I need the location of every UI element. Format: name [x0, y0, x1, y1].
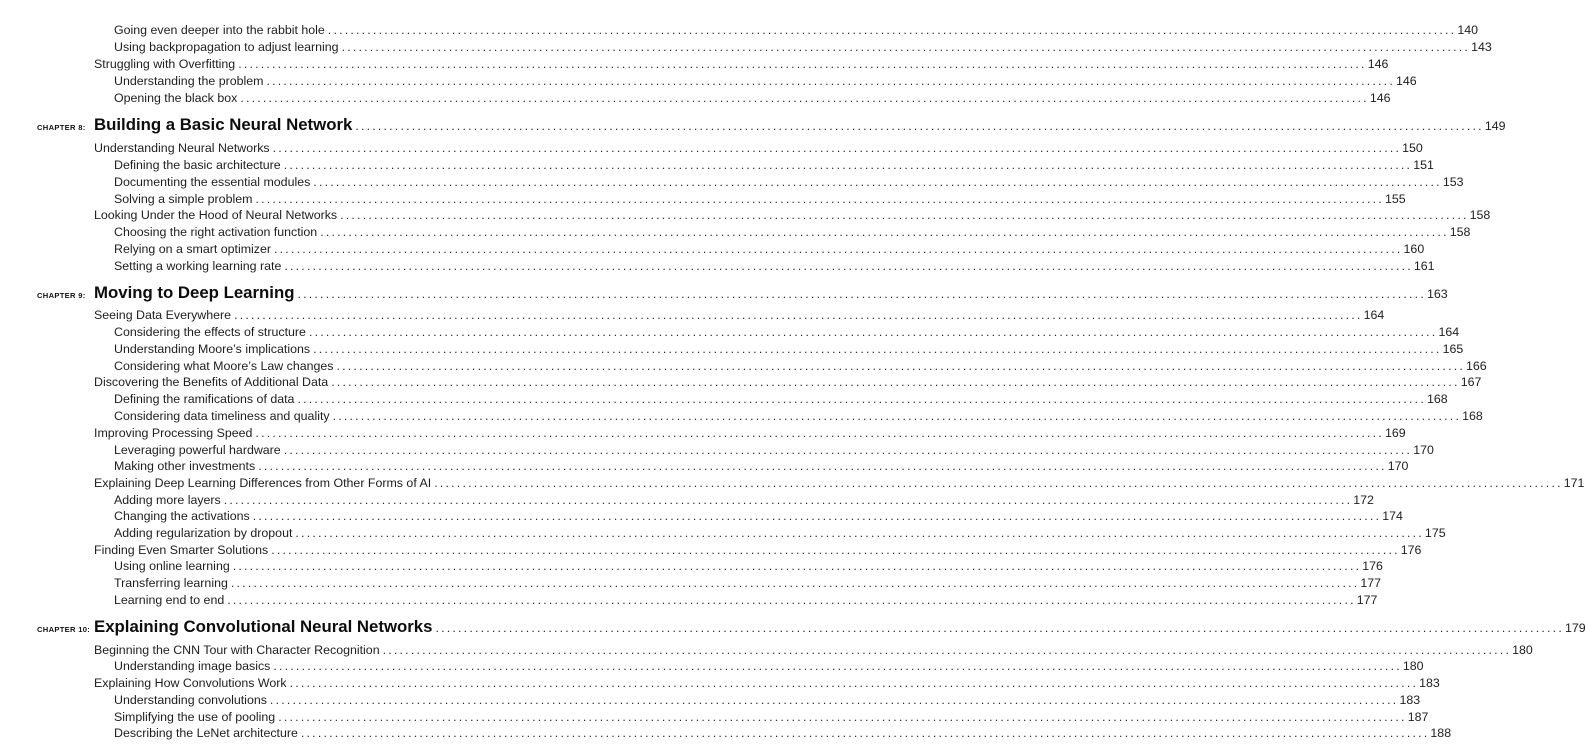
dot-leader: ........................................................................................................................................................................................................	[300, 726, 1430, 740]
entry-page-number: 174	[1382, 509, 1403, 523]
dot-leader: ........................................................................................................................................................................................................	[308, 325, 1438, 339]
entry-page-number: 146	[1367, 57, 1389, 71]
toc-subentry	[114, 725, 1452, 742]
toc-section-entry	[94, 425, 1406, 442]
entry-page-number: 158	[1469, 208, 1491, 222]
entry-title: Leveraging powerful hardware	[114, 443, 281, 457]
dot-leader: ........................................................................................................................................................................................................	[341, 40, 1471, 54]
entry-page-number: 164	[1438, 325, 1460, 339]
entry-title: Simplifying the use of pooling	[114, 710, 276, 724]
entry-page-number: 171	[1563, 476, 1585, 490]
entry-page-number: 161	[1413, 259, 1435, 273]
dot-leader: ........................................................................................................................................................................................................	[234, 308, 1363, 322]
toc-subentry	[114, 508, 1403, 525]
entry-title: Learning end to end	[114, 593, 225, 607]
toc-subentry	[114, 258, 1435, 275]
entry-page-number: 155	[1384, 192, 1406, 206]
toc-section-entry	[94, 374, 1482, 391]
entry-page-number: 177	[1356, 593, 1378, 607]
toc-section-entry	[94, 475, 1585, 492]
entry-title: Discovering the Benefits of Additional Data	[94, 375, 329, 389]
entry-title: Defining the basic architecture	[114, 158, 281, 172]
entry-title: Considering what Moore’s Law changes	[114, 359, 334, 373]
entry-page-number: 150	[1402, 141, 1423, 155]
entry-page-number: 146	[1395, 74, 1417, 88]
entry-page-number: 160	[1403, 242, 1425, 256]
entry-page-number: 183	[1399, 693, 1421, 707]
entry-title: Considering the effects of structure	[114, 325, 306, 339]
entry-title: Solving a simple problem	[114, 192, 253, 206]
dot-leader: ........................................................................................................................................................................................................	[313, 342, 1442, 356]
toc-subentry	[114, 391, 1448, 408]
toc-subentry	[114, 90, 1391, 107]
dot-leader: ........................................................................................................................................................................................................	[269, 693, 1399, 707]
chapter-page-number: 179	[1564, 621, 1586, 635]
entry-title: Relying on a smart optimizer	[114, 242, 272, 256]
entry-page-number: 164	[1363, 308, 1385, 322]
entry-page-number: 188	[1430, 726, 1452, 740]
dot-leader: ........................................................................................................................................................................................................	[283, 443, 1413, 457]
toc-subentry	[114, 39, 1492, 56]
entry-title: Beginning the CNN Tour with Character Recognition	[94, 643, 380, 657]
entry-page-number: 183	[1419, 676, 1440, 690]
entry-page-number: 167	[1460, 375, 1482, 389]
dot-leader: ........................................................................................................................................................................................................	[295, 526, 1424, 540]
dot-leader: ........................................................................................................................................................................................................	[266, 74, 1395, 88]
toc-subentry	[114, 174, 1464, 191]
toc-subentry	[114, 73, 1417, 90]
dot-leader: ........................................................................................................................................................................................................	[252, 509, 1382, 523]
toc-subentry	[114, 224, 1471, 241]
entry-title: Understanding image basics	[114, 659, 271, 673]
entry-page-number: 166	[1466, 359, 1487, 373]
entry-page-number: 175	[1424, 526, 1446, 540]
dot-leader: ........................................................................................................................................................................................................	[327, 23, 1457, 37]
dot-leader: ........................................................................................................................................................................................................	[274, 242, 1403, 256]
chapter-heading	[37, 115, 1506, 139]
entry-title: Explaining Deep Learning Differences from Other Forms of AI	[94, 476, 432, 490]
dot-leader: ........................................................................................................................................................................................................	[255, 192, 1384, 206]
toc-subentry	[114, 458, 1409, 475]
entry-title: Struggling with Overfitting	[94, 57, 236, 71]
toc-subentry	[114, 575, 1382, 592]
entry-title: Transferring learning	[114, 576, 228, 590]
entry-page-number: 176	[1400, 543, 1422, 557]
dot-leader: ........................................................................................................................................................................................................	[284, 259, 1413, 273]
toc-subentry	[114, 442, 1434, 459]
toc-section-entry	[94, 542, 1422, 559]
dot-leader: ........................................................................................................................................................................................................	[435, 621, 1564, 635]
dot-leader: ........................................................................................................................................................................................................	[232, 559, 1362, 573]
dot-leader: ........................................................................................................................................................................................................	[272, 141, 1402, 155]
dot-leader: ........................................................................................................................................................................................................	[223, 493, 1353, 507]
chapter-page-number: 163	[1426, 287, 1448, 301]
entry-page-number: 180	[1402, 659, 1424, 673]
entry-page-number: 143	[1471, 40, 1492, 54]
entry-title: Explaining How Convolutions Work	[94, 676, 287, 690]
toc-section-entry	[94, 675, 1440, 692]
dot-leader: ........................................................................................................................................................................................................	[297, 392, 1426, 406]
toc-subentry	[114, 22, 1478, 39]
toc-subentry	[114, 241, 1425, 258]
entry-title: Changing the activations	[114, 509, 250, 523]
dot-leader: ........................................................................................................................................................................................................	[255, 426, 1384, 440]
chapter-page-number: 149	[1484, 119, 1506, 133]
toc-section-entry	[94, 140, 1423, 157]
dot-leader: ........................................................................................................................................................................................................	[278, 710, 1407, 724]
entry-page-number: 176	[1362, 559, 1383, 573]
chapter-label: CHAPTER 9:	[37, 291, 86, 300]
toc-subentry	[114, 558, 1383, 575]
entry-title: Going even deeper into the rabbit hole	[114, 23, 325, 37]
chapter-heading	[37, 617, 1586, 641]
entry-page-number: 169	[1384, 426, 1406, 440]
entry-title: Adding more layers	[114, 493, 221, 507]
entry-title: Opening the black box	[114, 91, 238, 105]
entry-page-number: 177	[1360, 576, 1382, 590]
chapter-title: Building a Basic Neural Network	[94, 115, 353, 134]
dot-leader: ........................................................................................................................................................................................................	[313, 175, 1442, 189]
entry-title: Understanding Moore’s implications	[114, 342, 311, 356]
dot-leader: ........................................................................................................................................................................................................	[434, 476, 1563, 490]
chapter-label: CHAPTER 8:	[37, 123, 86, 132]
entry-title: Using backpropagation to adjust learning	[114, 40, 339, 54]
toc-subentry	[114, 692, 1421, 709]
entry-title: Using online learning	[114, 559, 230, 573]
entry-title: Finding Even Smarter Solutions	[94, 543, 269, 557]
toc-subentry	[114, 324, 1460, 341]
dot-leader: ........................................................................................................................................................................................................	[332, 409, 1462, 423]
entry-title: Seeing Data Everywhere	[94, 308, 232, 322]
dot-leader: ........................................................................................................................................................................................................	[331, 375, 1460, 389]
entry-page-number: 172	[1353, 493, 1374, 507]
entry-title: Looking Under the Hood of Neural Networks	[94, 208, 338, 222]
entry-title: Making other investments	[114, 459, 256, 473]
dot-leader: ........................................................................................................................................................................................................	[297, 287, 1426, 301]
entry-page-number: 146	[1369, 91, 1391, 105]
entry-title: Documenting the essential modules	[114, 175, 311, 189]
dot-leader: ........................................................................................................................................................................................................	[271, 543, 1400, 557]
entry-page-number: 168	[1426, 392, 1448, 406]
toc-section-entry	[94, 207, 1491, 224]
toc-subentry	[114, 709, 1429, 726]
toc-section-entry	[94, 56, 1389, 73]
dot-leader: ........................................................................................................................................................................................................	[283, 158, 1413, 172]
entry-title: Defining the ramifications of data	[114, 392, 295, 406]
chapter-label: CHAPTER 10:	[37, 625, 91, 634]
entry-title: Improving Processing Speed	[94, 426, 253, 440]
entry-page-number: 168	[1462, 409, 1483, 423]
entry-page-number: 170	[1413, 443, 1434, 457]
toc-subentry	[114, 358, 1487, 375]
dot-leader: ........................................................................................................................................................................................................	[320, 225, 1449, 239]
entry-title: Adding regularization by dropout	[114, 526, 293, 540]
dot-leader: ........................................................................................................................................................................................................	[340, 208, 1469, 222]
dot-leader: ........................................................................................................................................................................................................	[273, 659, 1402, 673]
entry-page-number: 153	[1442, 175, 1464, 189]
dot-leader: ........................................................................................................................................................................................................	[336, 359, 1466, 373]
entry-title: Setting a working learning rate	[114, 259, 282, 273]
chapter-heading	[37, 283, 1448, 307]
entry-page-number: 158	[1449, 225, 1471, 239]
entry-title: Describing the LeNet architecture	[114, 726, 298, 740]
entry-page-number: 180	[1512, 643, 1533, 657]
entry-page-number: 151	[1413, 158, 1434, 172]
toc-subentry	[114, 525, 1446, 542]
entry-page-number: 165	[1442, 342, 1464, 356]
dot-leader: ........................................................................................................................................................................................................	[240, 91, 1369, 105]
entry-title: Considering data timeliness and quality	[114, 409, 330, 423]
toc-section-entry	[94, 307, 1385, 324]
toc-subentry	[114, 157, 1434, 174]
toc-subentry	[114, 341, 1464, 358]
entry-title: Understanding the problem	[114, 74, 264, 88]
dot-leader: ........................................................................................................................................................................................................	[230, 576, 1360, 590]
dot-leader: ........................................................................................................................................................................................................	[382, 643, 1512, 657]
toc-subentry	[114, 592, 1378, 609]
dot-leader: ........................................................................................................................................................................................................	[238, 57, 1367, 71]
entry-page-number: 140	[1457, 23, 1478, 37]
entry-title: Understanding convolutions	[114, 693, 267, 707]
toc-section-entry	[94, 642, 1533, 659]
dot-leader: ........................................................................................................................................................................................................	[289, 676, 1419, 690]
toc-subentry	[114, 191, 1406, 208]
entry-page-number: 170	[1387, 459, 1409, 473]
chapter-title: Explaining Convolutional Neural Networks	[94, 617, 433, 636]
entry-title: Understanding Neural Networks	[94, 141, 270, 155]
dot-leader: ........................................................................................................................................................................................................	[258, 459, 1387, 473]
chapter-title: Moving to Deep Learning	[94, 283, 295, 302]
toc-subentry	[114, 658, 1424, 675]
toc-subentry	[114, 408, 1483, 425]
entry-title: Choosing the right activation function	[114, 225, 318, 239]
dot-leader: ........................................................................................................................................................................................................	[355, 119, 1484, 133]
dot-leader: ........................................................................................................................................................................................................	[227, 593, 1356, 607]
toc-subentry	[114, 492, 1374, 509]
entry-page-number: 187	[1407, 710, 1429, 724]
